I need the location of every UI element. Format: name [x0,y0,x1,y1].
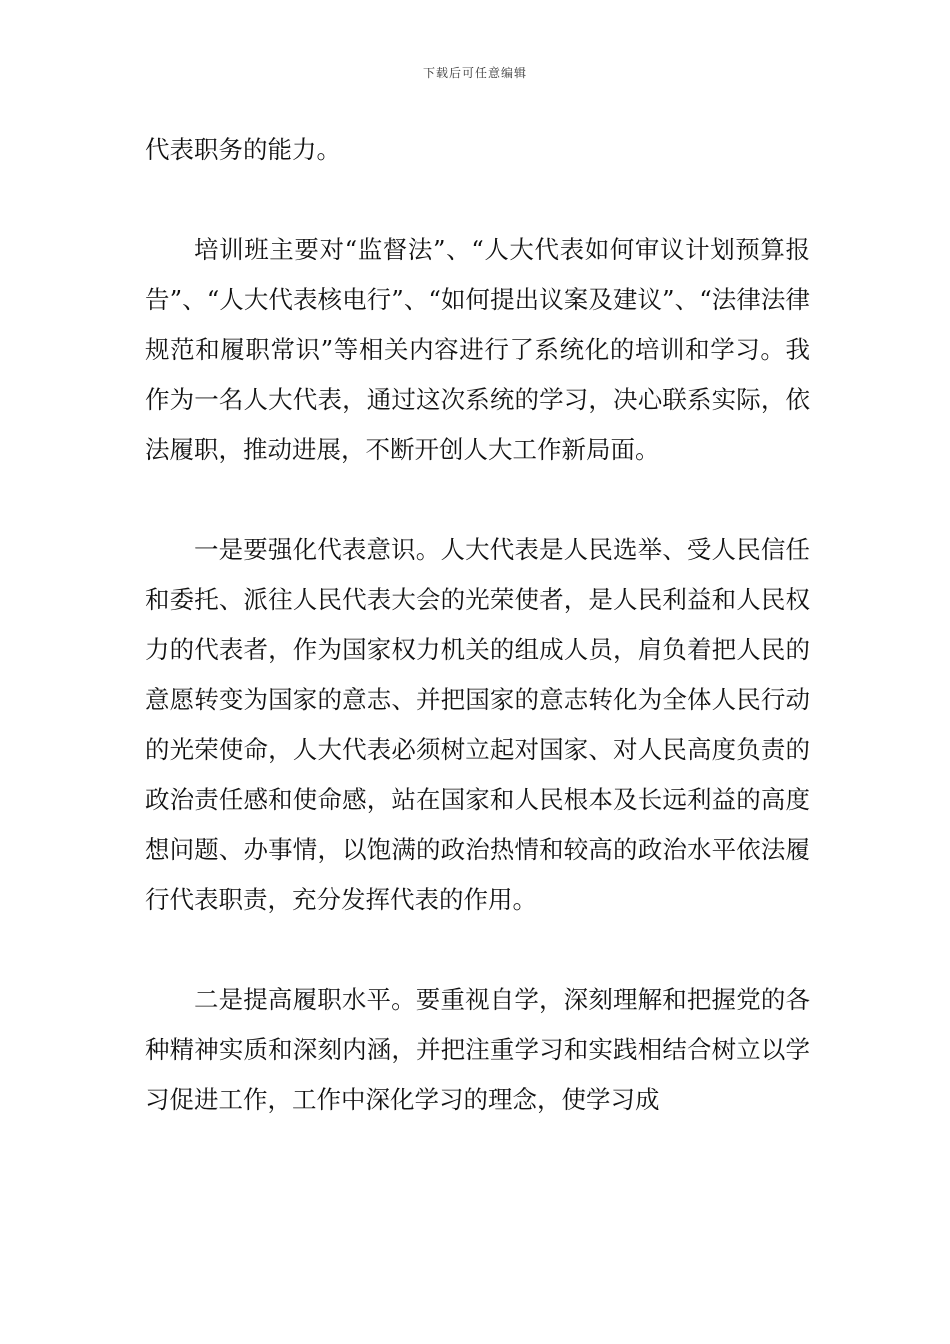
paragraph-2: 培训班主要对“监督法”、“人大代表如何审议计划预算报告”、“人大代表核电行”、“如何提出议案及建议”、“法律法律规范和履职常识”等相关内容进行了系统化的培训和学习。我作为一名人大代表，通过这次系统的学习，决心联系实际，依法履职，推动进展，不断开创人大工作新局面。 [145,235,810,464]
paragraph-4: 二是提高履职水平。要重视自学，深刻理解和把握党的各种精神实质和深刻内涵，并把注重学习和实践相结合树立以学习促进工作，工作中深化学习的理念，使学习成 [145,985,810,1114]
page-header: 下载后可任意编辑 [422,66,527,80]
document-body [145,125,810,1125]
paragraph-1: 代表职务的能力。 [145,135,341,164]
paragraph-3: 一是要强化代表意识。人大代表是人民选举、受人民信任和委托、派往人民代表大会的光荣使者，是人民利益和人民权力的代表者，作为国家权力机关的组成人员，肩负着把人民的意愿转变为国家的意志、并把国家的意志转化为全体人民行动的光荣使命，人大代表必须树立起对国家、对人民高度负责的政治责任感和使命感，站在国家和人民根本及长远利益的高度想问题、办事情，以饱满的政治热情和较高的政治水平依法履行代表职责，充分发挥代表的作用。 [145,535,810,914]
